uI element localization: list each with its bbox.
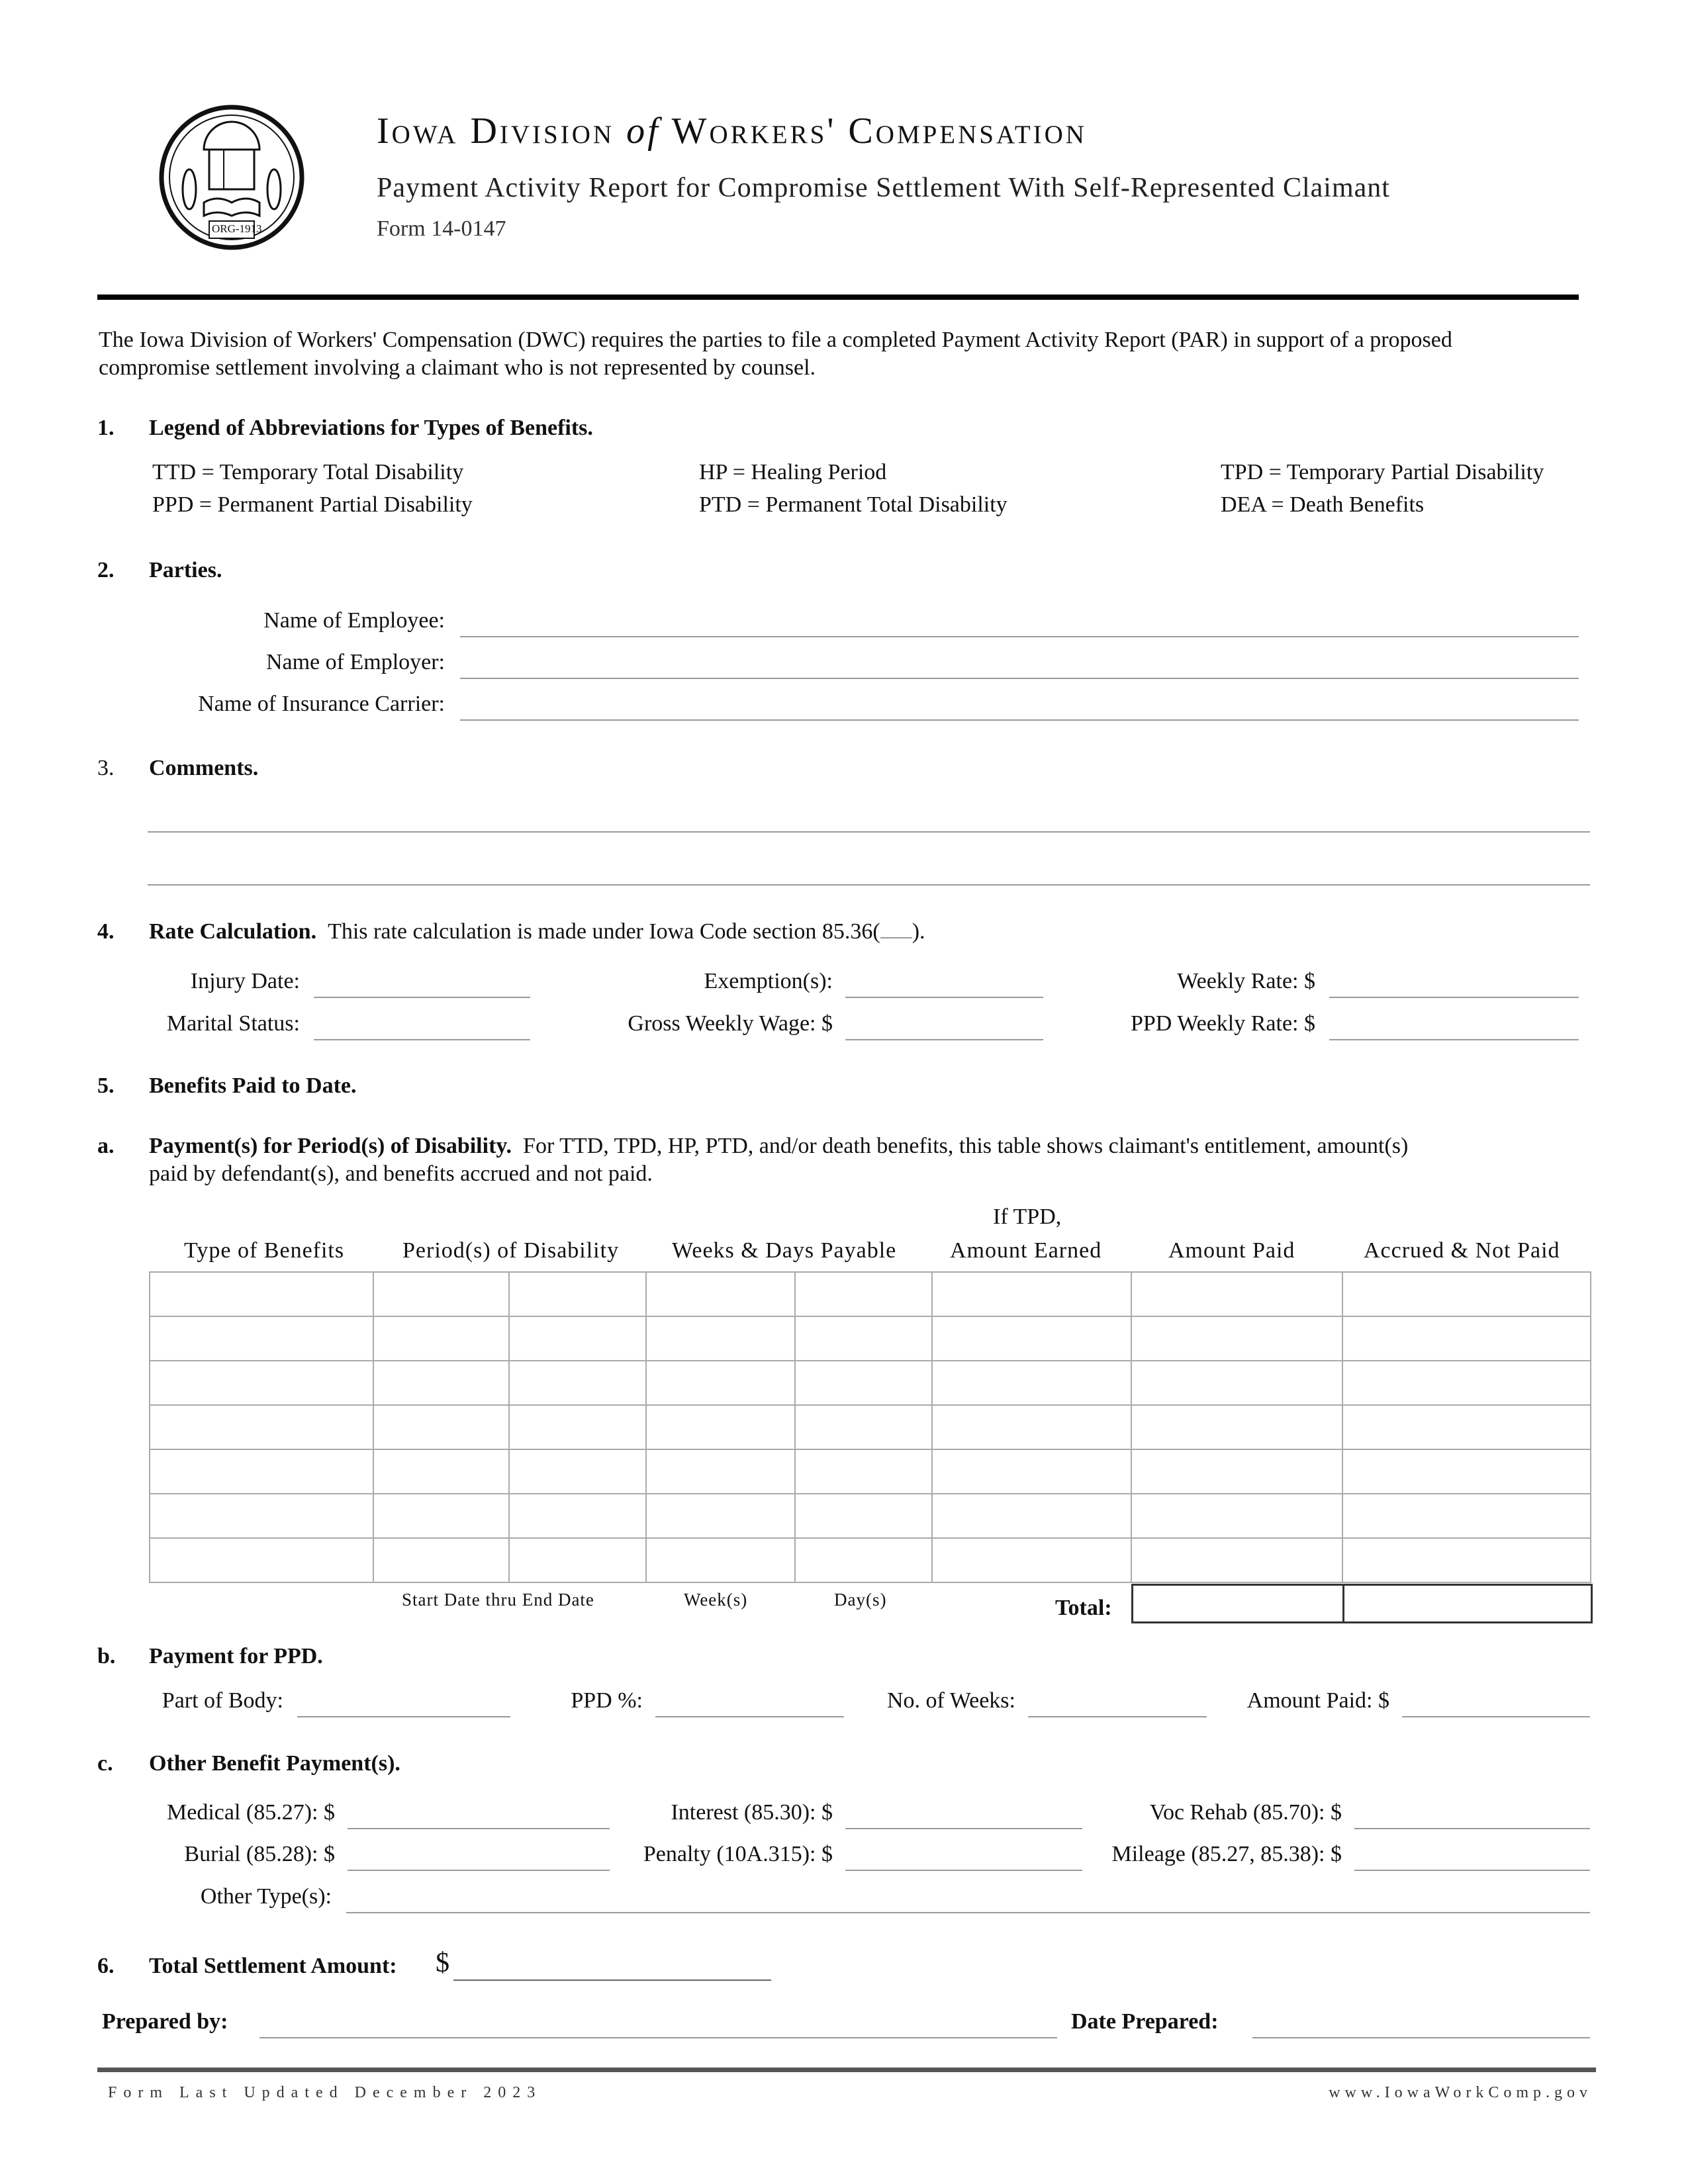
date-prepared-field[interactable] xyxy=(1252,2037,1590,2038)
interest-field[interactable] xyxy=(845,1828,1082,1829)
section-5c-letter: c. xyxy=(97,1751,113,1776)
table-row xyxy=(150,1361,1591,1405)
table-row xyxy=(150,1272,1591,1316)
table-row xyxy=(150,1449,1591,1494)
ppd-percent-label: PPD %: xyxy=(571,1688,643,1713)
section-2-number: 2. xyxy=(97,558,115,582)
employer-name-field[interactable] xyxy=(460,678,1579,679)
footer-updated: Form Last Updated December 2023 xyxy=(108,2084,542,2101)
sublabel-weeks: Week(s) xyxy=(684,1590,748,1610)
section-5-number: 5. xyxy=(97,1073,115,1098)
legend-hp: HP = Healing Period xyxy=(699,460,887,484)
dwc-seal-logo xyxy=(158,103,306,251)
col-amount-earned: Amount Earned xyxy=(950,1238,1102,1263)
disability-payments-table xyxy=(149,1271,1591,1583)
section-5a-text-1: Payment(s) for Period(s) of Disability. For TTD, TPD, HP, PTD, and/or death benefits, this table shows claimant's entitlement, amount(s) xyxy=(149,1134,1409,1158)
employer-name-label: Name of Employer: xyxy=(265,650,445,674)
table-row xyxy=(150,1316,1591,1361)
weekly-rate-label: Weekly Rate: $ xyxy=(1177,969,1315,993)
exemptions-label: Exemption(s): xyxy=(704,969,833,993)
footer-divider xyxy=(97,2068,1596,2072)
sublabel-days: Day(s) xyxy=(834,1590,887,1610)
employee-name-field[interactable] xyxy=(460,636,1579,637)
section-5c-heading: Other Benefit Payment(s). xyxy=(149,1751,400,1776)
agency-title: Iowa Division of Workers' Compensation xyxy=(377,111,1087,152)
total-settlement-field[interactable] xyxy=(453,1979,771,1981)
total-settlement-label: Total Settlement Amount: xyxy=(149,1954,397,1978)
burial-field[interactable] xyxy=(348,1870,610,1871)
other-types-field[interactable] xyxy=(346,1912,1590,1913)
legend-dea: DEA = Death Benefits xyxy=(1221,492,1425,517)
code-subsection-blank[interactable] xyxy=(880,919,912,938)
medical-field[interactable] xyxy=(348,1828,610,1829)
ppd-percent-field[interactable] xyxy=(655,1716,844,1717)
date-prepared-label: Date Prepared: xyxy=(1071,2009,1219,2034)
section-5b-heading: Payment for PPD. xyxy=(149,1644,323,1668)
injury-date-label: Injury Date: xyxy=(190,969,300,993)
ppd-amount-paid-field[interactable] xyxy=(1402,1716,1590,1717)
table-row xyxy=(150,1538,1591,1582)
voc-rehab-field[interactable] xyxy=(1354,1828,1590,1829)
form-number: Form 14-0147 xyxy=(377,216,506,241)
table-row xyxy=(150,1405,1591,1449)
comments-line-1[interactable] xyxy=(148,831,1590,833)
section-1-heading: Legend of Abbreviations for Types of Benefits. xyxy=(149,416,593,440)
col-weeks-days-payable: Weeks & Days Payable xyxy=(672,1238,897,1263)
other-types-label: Other Type(s): xyxy=(200,1884,332,1909)
legend-ptd: PTD = Permanent Total Disability xyxy=(699,492,1008,517)
insurance-carrier-field[interactable] xyxy=(460,719,1579,721)
gross-weekly-wage-label: Gross Weekly Wage: $ xyxy=(628,1011,833,1036)
form-subtitle: Payment Activity Report for Compromise Settlement With Self-Represented Claimant xyxy=(377,173,1390,203)
section-5-heading: Benefits Paid to Date. xyxy=(149,1073,357,1098)
section-5a-text-2: paid by defendant(s), and benefits accrued and not paid. xyxy=(149,1161,653,1186)
gross-weekly-wage-field[interactable] xyxy=(845,1039,1043,1040)
header-divider xyxy=(97,295,1579,300)
legend-ppd: PPD = Permanent Partial Disability xyxy=(152,492,473,517)
col-accrued-not-paid: Accrued & Not Paid xyxy=(1364,1238,1560,1263)
total-settlement-dollar: $ xyxy=(436,1948,449,1978)
burial-label: Burial (85.28): $ xyxy=(184,1842,335,1866)
injury-date-field[interactable] xyxy=(314,997,530,998)
mileage-label: Mileage (85.27, 85.38): $ xyxy=(1111,1842,1342,1866)
legend-tpd: TPD = Temporary Partial Disability xyxy=(1221,460,1544,484)
total-accrued-not-paid-field[interactable] xyxy=(1342,1584,1593,1623)
seal-text: ORG-1913 xyxy=(212,222,262,235)
marital-status-field[interactable] xyxy=(314,1039,530,1040)
prepared-by-label: Prepared by: xyxy=(102,2009,228,2034)
no-of-weeks-field[interactable] xyxy=(1028,1716,1207,1717)
total-amount-paid-field[interactable] xyxy=(1131,1584,1344,1623)
penalty-field[interactable] xyxy=(845,1870,1082,1871)
voc-rehab-label: Voc Rehab (85.70): $ xyxy=(1149,1800,1342,1825)
ppd-weekly-rate-label: PPD Weekly Rate: $ xyxy=(1130,1011,1315,1036)
section-3-heading: Comments. xyxy=(149,756,259,780)
col-type-of-benefits: Type of Benefits xyxy=(184,1238,345,1263)
ppd-amount-paid-label: Amount Paid: $ xyxy=(1246,1688,1389,1713)
insurance-carrier-label: Name of Insurance Carrier: xyxy=(198,692,445,716)
medical-label: Medical (85.27): $ xyxy=(167,1800,335,1825)
legend-ttd: TTD = Temporary Total Disability xyxy=(152,460,464,484)
sublabel-start-end-date: Start Date thru End Date xyxy=(402,1590,594,1610)
table-row xyxy=(150,1494,1591,1538)
intro-line-2: compromise settlement involving a claimant who is not represented by counsel. xyxy=(99,355,816,380)
mileage-field[interactable] xyxy=(1354,1870,1590,1871)
section-5a-letter: a. xyxy=(97,1134,115,1158)
section-4-heading-row: Rate Calculation. This rate calculation is made under Iowa Code section 85.36( ). xyxy=(149,919,925,944)
part-of-body-field[interactable] xyxy=(297,1716,510,1717)
exemptions-field[interactable] xyxy=(845,997,1043,998)
penalty-label: Penalty (10A.315): $ xyxy=(643,1842,833,1866)
section-5b-letter: b. xyxy=(97,1644,116,1668)
prepared-by-field[interactable] xyxy=(259,2037,1057,2038)
marital-status-label: Marital Status: xyxy=(166,1011,300,1036)
employee-name-label: Name of Employee: xyxy=(263,608,445,633)
col-periods-of-disability: Period(s) of Disability xyxy=(402,1238,620,1263)
total-label: Total: xyxy=(1055,1596,1112,1620)
intro-line-1: The Iowa Division of Workers' Compensation (DWC) requires the parties to file a completed Payment Activity Report (PAR) in support of a proposed xyxy=(99,328,1452,352)
part-of-body-label: Part of Body: xyxy=(162,1688,283,1713)
interest-label: Interest (85.30): $ xyxy=(671,1800,833,1825)
weekly-rate-field[interactable] xyxy=(1329,997,1579,998)
section-6-number: 6. xyxy=(97,1954,115,1978)
section-2-heading: Parties. xyxy=(149,558,222,582)
section-1-number: 1. xyxy=(97,416,115,440)
col-amount-paid: Amount Paid xyxy=(1168,1238,1295,1263)
ppd-weekly-rate-field[interactable] xyxy=(1329,1039,1579,1040)
section-4-number: 4. xyxy=(97,919,115,944)
no-of-weeks-label: No. of Weeks: xyxy=(887,1688,1015,1713)
section-3-number: 3. xyxy=(97,756,115,780)
comments-line-2[interactable] xyxy=(148,884,1590,886)
footer-website[interactable]: www.IowaWorkComp.gov xyxy=(1329,2084,1592,2101)
col-if-tpd: If TPD, xyxy=(993,1205,1062,1229)
